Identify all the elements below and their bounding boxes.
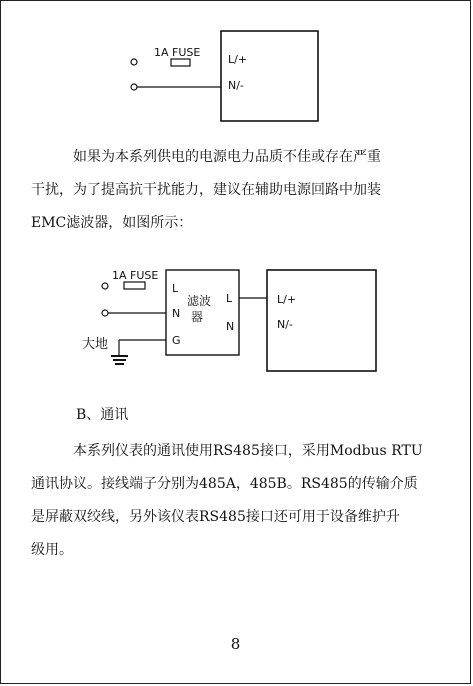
- comm-line-3: 是屏蔽双绞线，另外该仪表RS485接口还可用于设备维护升: [31, 509, 400, 525]
- filter-in-n-label: N: [172, 307, 181, 320]
- ground-label: 大地: [82, 337, 109, 352]
- filter-name-line-2: 器: [191, 310, 204, 324]
- emc-line-1: 如果为本系列供电的电源电力品质不佳或存在严重: [73, 149, 381, 165]
- page-number: 8: [230, 635, 241, 653]
- filter-in-l-label: L: [172, 282, 179, 295]
- fuse-label-2: 1A FUSE: [112, 269, 159, 282]
- communication-paragraph: [31, 435, 441, 567]
- fuse-label: 1A FUSE: [154, 46, 201, 59]
- filter-out-n-label: N: [226, 320, 235, 333]
- filter-input-terminal-l: [102, 283, 108, 289]
- wiring-diagram-emc-filter: [1, 1, 471, 401]
- emc-line-2: 干扰，为了提高抗干扰能力，建议在辅助电源回路中加装: [31, 182, 381, 198]
- terminal-label-top: L/+: [228, 53, 248, 66]
- fuse-symbol-2: [124, 282, 145, 289]
- emc-line-3: EMC滤波器，如图所示：: [31, 215, 193, 231]
- filter-in-g-label: G: [172, 334, 181, 347]
- filter-out-l-label: L: [226, 292, 233, 305]
- terminal-label-top-2: L/+: [277, 293, 297, 306]
- comm-line-1: 本系列仪表的通讯使用RS485接口，采用Modbus RTU: [73, 443, 423, 459]
- comm-line-2: 通讯协议。接线端子分别为485A，485B。RS485的传输介质: [31, 476, 418, 492]
- filter-input-terminal-n: [102, 310, 108, 316]
- comm-line-4: 级用。: [31, 542, 73, 558]
- terminal-label-bottom: N/-: [228, 79, 244, 92]
- filter-name-line-1: 滤波: [187, 294, 212, 308]
- terminal-label-bottom-2: N/-: [277, 318, 293, 331]
- section-b-heading: B、通讯: [76, 407, 129, 423]
